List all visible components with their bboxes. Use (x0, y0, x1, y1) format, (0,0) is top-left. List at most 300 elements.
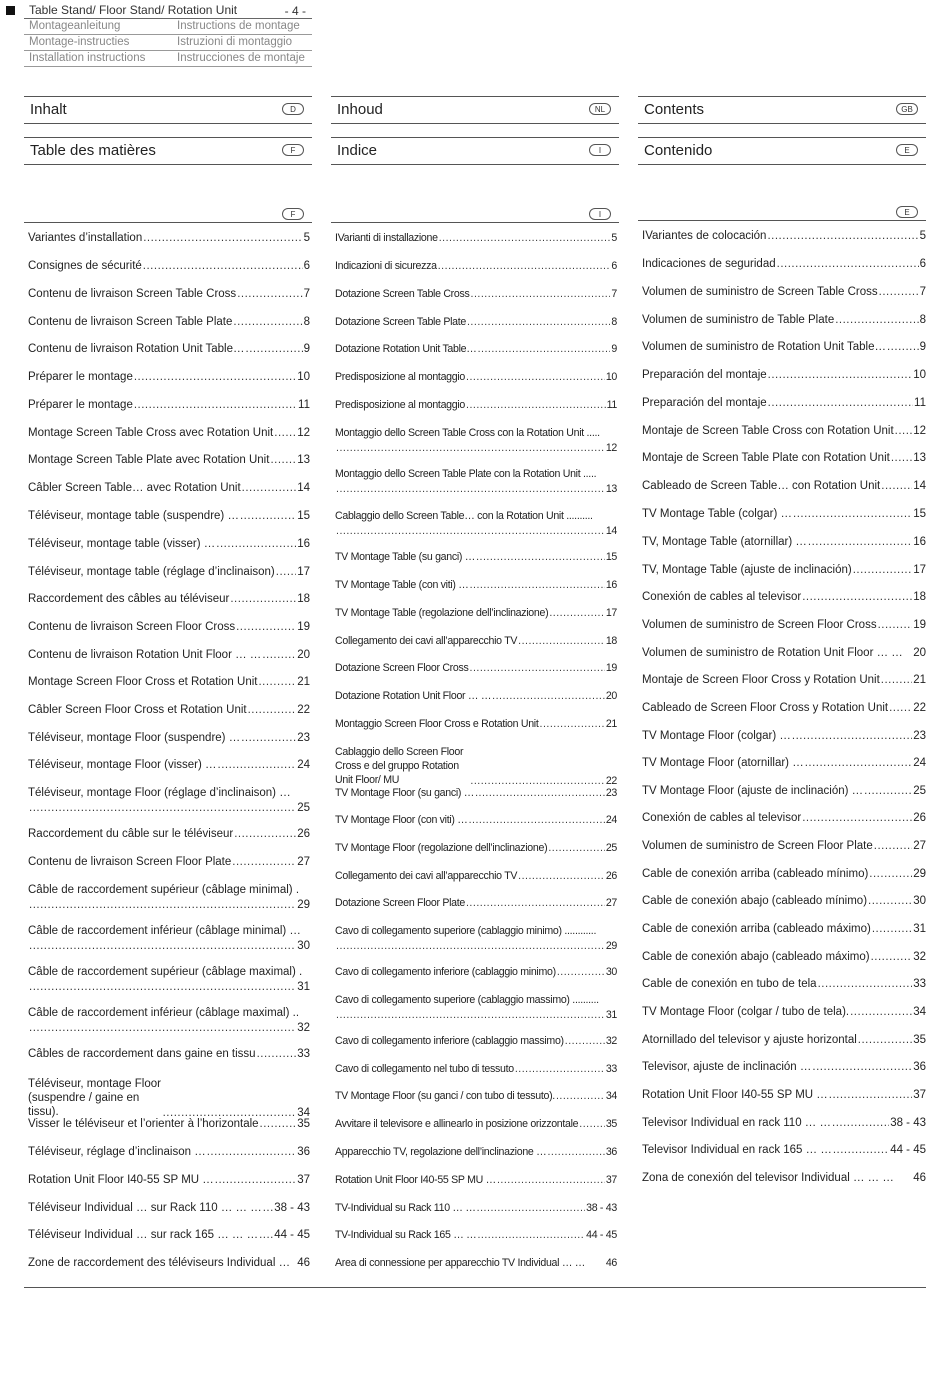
toc-entry[interactable] (642, 258, 926, 270)
toc-entry-page: 5 (919, 230, 926, 242)
toc-entry[interactable] (28, 482, 310, 494)
toc-entry-page: 31 (605, 1009, 617, 1021)
leader-dots (218, 759, 297, 771)
toc-entry-title: Montaggio Screen Floor Cross e Rotation Unit (335, 718, 539, 730)
toc-entry-title: Contenu de livraison Screen Floor Cross (28, 621, 236, 633)
toc-entry-page: 31 (297, 981, 310, 993)
toc-entry-page: 9 (303, 343, 310, 355)
toc-entry[interactable] (28, 1174, 310, 1186)
toc-entry-page: 31 (913, 923, 926, 935)
leader-dots (260, 1118, 297, 1130)
toc-entry-page: 14 (913, 480, 926, 492)
toc-entry-title: TV Montage Table (su ganci) … (335, 551, 476, 563)
toc-entry-title: TV Montage Table (regolazione dell’inclinazione) (335, 607, 549, 619)
header-row (24, 51, 312, 67)
column-head-fr (24, 208, 312, 223)
toc-entry-title: Téléviseur Individual … sur rack 165 … … … (28, 1229, 259, 1241)
toc-entry[interactable] (28, 316, 310, 328)
toc-entry[interactable] (335, 994, 617, 1021)
leader-dots (233, 316, 302, 328)
toc-entry[interactable] (28, 1048, 310, 1060)
toc-entry[interactable] (28, 925, 310, 952)
leader-dots (248, 704, 297, 716)
toc-entry[interactable] (642, 868, 926, 880)
toc-entry[interactable] (28, 676, 310, 688)
leader-dots (466, 897, 605, 909)
toc-entry[interactable] (28, 966, 310, 993)
language-code-badge: GB (896, 103, 918, 115)
toc-entry-page: 37 (297, 1174, 310, 1186)
toc-entry-page: 35 (913, 1034, 926, 1046)
toc-entry-title: Dotazione Rotation Unit Table… (335, 343, 477, 355)
toc-entry[interactable] (335, 316, 617, 328)
leader-dots (853, 564, 913, 576)
toc-entry[interactable] (335, 897, 617, 909)
toc-entry-title: Montaje de Screen Table Cross con Rotation Unit (642, 425, 894, 437)
toc-entry[interactable] (642, 564, 926, 576)
leader-dots (829, 1089, 912, 1101)
toc-entry-page: 7 (303, 288, 310, 300)
toc-entry[interactable] (335, 1229, 617, 1241)
toc-entry-title: Zone de raccordement des téléviseurs Individual … (28, 1257, 291, 1269)
toc-entry[interactable] (642, 1089, 926, 1101)
leader-dots (792, 730, 912, 742)
toc-entry[interactable] (335, 787, 617, 799)
leader-dots (230, 593, 296, 605)
toc-entry-page: 27 (605, 897, 617, 909)
toc-entry-title: IVarianti di installazione (335, 232, 438, 244)
toc-entry-page: 6 (303, 260, 310, 272)
toc-entry-title: TV Montage Floor (ajuste de inclinación) … (642, 785, 864, 797)
toc-entry[interactable] (28, 593, 310, 605)
toc-entry[interactable] (335, 1090, 617, 1102)
toc-entry-title: Predisposizione al montaggio (335, 371, 465, 383)
toc-heading-label: Table des matières (30, 142, 156, 159)
toc-entry-title: Préparer le montage (28, 399, 133, 411)
toc-entry-page: 14 (297, 482, 310, 494)
toc-entry-title: TV-Individual su Rack 110 … … (335, 1202, 476, 1214)
toc-entry-title: Cable de conexión abajo (cableado mínimo) (642, 895, 868, 907)
toc-entry[interactable] (335, 1118, 617, 1130)
toc-entry-title: Câbler Screen Table… avec Rotation Unit (28, 482, 241, 494)
leader-dots (207, 1146, 296, 1158)
toc-heading-label: Inhalt (30, 101, 67, 118)
toc-entry[interactable] (642, 480, 926, 492)
toc-entry-title: Montage Screen Table Cross avec Rotation Unit (28, 427, 274, 439)
leader-dots (477, 1202, 585, 1214)
leader-dots (475, 787, 605, 799)
leader-dots (808, 536, 912, 548)
toc-entry[interactable] (335, 1257, 617, 1269)
toc-entry-title: Predisposizione al montaggio (335, 399, 465, 411)
toc-entry[interactable] (335, 468, 617, 495)
toc-entry[interactable] (335, 690, 617, 702)
toc-entry-title: TV Montage Floor (con viti) … (335, 814, 468, 826)
toc-entry[interactable] (642, 508, 926, 520)
language-code-badge: E (896, 144, 918, 156)
leader-dots (871, 951, 913, 963)
toc-entry[interactable] (642, 757, 926, 769)
toc-entry-page: 8 (303, 316, 310, 328)
toc-entry-title: Câble de raccordement supérieur (câblage minimal) . (28, 884, 300, 896)
toc-entry-title: TV-Individual su Rack 165 … … (335, 1229, 477, 1241)
toc-entry-page: 32 (605, 1035, 617, 1047)
toc-entry[interactable] (28, 787, 310, 814)
leader-dots (881, 674, 912, 686)
toc-entry-title: Dotazione Screen Floor Cross (335, 662, 469, 674)
toc-entry-title: Contenu de livraison Rotation Unit Table… (28, 343, 245, 355)
toc-entry[interactable] (642, 1172, 926, 1184)
leader-dots (470, 662, 605, 674)
leader-dots (556, 1090, 605, 1102)
toc-entry[interactable] (642, 397, 926, 409)
toc-entry-title: Indicaciones de seguridad (642, 258, 776, 270)
toc-entry[interactable] (642, 341, 926, 353)
toc-entry-title: TV Montage Floor (atornillar) … (642, 757, 804, 769)
header-label: Instrucciones de montaje (177, 52, 305, 64)
leader-dots (336, 442, 605, 454)
toc-entry[interactable] (642, 812, 926, 824)
toc-entry-title: IVariantes de colocación (642, 230, 767, 242)
leader-dots (889, 702, 912, 714)
toc-entry[interactable] (28, 704, 310, 716)
toc-entry[interactable] (28, 828, 310, 840)
toc-entry-page: 25 (913, 785, 926, 797)
toc-entry[interactable] (28, 1007, 310, 1034)
toc-entry-title: Cable de conexión en tubo de tela (642, 978, 817, 990)
toc-entry[interactable] (28, 1229, 310, 1241)
toc-entry-title: Téléviseur, montage table (réglage d’inclinaison) (28, 566, 275, 578)
leader-dots (477, 1229, 585, 1241)
leader-dots (439, 232, 611, 244)
leader-dots (864, 785, 912, 797)
toc-entry-title: Raccordement du câble sur le téléviseur (28, 828, 234, 840)
toc-heading-fr (24, 137, 312, 165)
toc-entry[interactable] (642, 951, 926, 963)
toc-entry-page: 22 (913, 702, 926, 714)
leader-dots (518, 635, 605, 647)
toc-entry-title: TV Montage Floor (su ganci / con tubo di tessuto). (335, 1090, 555, 1102)
toc-entry-title: Montaggio dello Screen Table Cross con la Rotation Unit ..... (335, 427, 600, 439)
toc-entry[interactable] (28, 343, 310, 355)
toc-entry-title: Câble de raccordement inférieur (câblage maximal) .. (28, 1007, 300, 1019)
toc-entry-page: 10 (297, 371, 310, 383)
header-title-row (24, 0, 312, 19)
toc-entry-page: 32 (913, 951, 926, 963)
leader-dots (768, 397, 913, 409)
language-code-badge: E (896, 206, 918, 218)
toc-entry[interactable] (642, 452, 926, 464)
header-label: Istruzioni di montaggio (177, 36, 293, 48)
leader-dots (29, 940, 296, 952)
toc-entry[interactable] (642, 978, 926, 990)
toc-entry-title: TV Montage Table (colgar) … (642, 508, 792, 520)
toc-entry-page: 13 (297, 454, 310, 466)
toc-entry[interactable] (28, 1257, 310, 1269)
toc-entry[interactable] (642, 286, 926, 298)
toc-entry-title: Téléviseur, montage Floor (suspendre) … (28, 732, 241, 744)
leader-dots (234, 828, 296, 840)
toc-entry[interactable] (28, 232, 310, 244)
toc-entry[interactable] (642, 895, 926, 907)
toc-entry[interactable] (642, 923, 926, 935)
toc-entry-page: 33 (297, 1048, 310, 1060)
toc-entry-page: 11 (606, 399, 617, 411)
toc-entry[interactable] (335, 662, 617, 674)
toc-entry-title: Dotazione Screen Table Cross (335, 288, 470, 300)
toc-entry[interactable] (28, 288, 310, 300)
toc-entry-page: 46 (297, 1257, 310, 1269)
toc-heading-label: Contents (644, 101, 705, 118)
toc-entry-title: Téléviseur Individual … sur Rack 110 … … … (28, 1202, 262, 1214)
toc-entry-title: Câble de raccordement inférieur (câblage minimal) … (28, 925, 301, 937)
toc-entry-title: Téléviseur, montage table (visser) … (28, 538, 216, 550)
toc-entry-page: 24 (605, 814, 617, 826)
toc-entry[interactable] (335, 343, 617, 355)
toc-entry[interactable] (335, 510, 617, 537)
leader-dots (872, 923, 912, 935)
toc-entry[interactable] (28, 371, 310, 383)
toc-entry[interactable] (335, 427, 617, 454)
toc-entry-title: Contenu de livraison Screen Table Plate (28, 316, 233, 328)
toc-entry-page: 37 (605, 1174, 617, 1186)
language-code-badge: D (282, 103, 304, 115)
toc-entry[interactable] (642, 1144, 926, 1156)
toc-entry[interactable] (28, 1202, 310, 1214)
leader-dots (232, 856, 296, 868)
toc-entry-title: Cavo di collegamento inferiore (cablaggio minimo) (335, 966, 556, 978)
header-row (24, 35, 312, 51)
toc-entry[interactable] (642, 702, 926, 714)
leader-dots (476, 551, 605, 563)
toc-entry[interactable] (335, 1035, 617, 1047)
toc-entry-title: Téléviseur, montage Floor (visser) … (28, 759, 217, 771)
toc-entry[interactable] (642, 1061, 926, 1073)
leader-dots (257, 1048, 297, 1060)
toc-entry[interactable] (642, 674, 926, 686)
toc-entry-title: Cavo di collegamento superiore (cablaggio minimo) ............ (335, 925, 597, 937)
toc-entry-page: 46 (605, 1257, 617, 1269)
toc-entry[interactable] (642, 591, 926, 603)
toc-entry[interactable] (28, 884, 310, 911)
toc-entry[interactable] (335, 966, 617, 978)
page-number: - 4 - (284, 4, 306, 18)
toc-entry[interactable] (28, 1077, 310, 1119)
toc-entry-title: TV Montage Floor (regolazione dell’inclinazione) (335, 842, 548, 854)
header-label: Montage-instructies (29, 36, 130, 48)
column-head-es (638, 206, 926, 221)
toc-entry-title: Volumen de suministro de Rotation Unit Table… (642, 341, 886, 353)
toc-entry-page: 34 (297, 1107, 311, 1119)
toc-entry-title: Cablaggio dello Screen Floor Cross e del gruppo Rotation Unit Floor/ MU (335, 746, 464, 786)
toc-entry-page: 21 (913, 674, 926, 686)
toc-entry-page: 12 (605, 442, 617, 454)
toc-entry-title: Apparecchio TV, regolazione dell’inclinazione … (335, 1146, 547, 1158)
toc-entry[interactable] (28, 399, 310, 411)
toc-entry-page: 23 (605, 787, 617, 799)
leader-dots (850, 1006, 912, 1018)
toc-entry[interactable] (335, 399, 617, 411)
toc-heading-nl (331, 96, 619, 124)
toc-entry-page: 38 - 43 (586, 1202, 617, 1214)
toc-entry[interactable] (28, 427, 310, 439)
toc-entry-title: TV Montage Floor (colgar) … (642, 730, 791, 742)
toc-entry-page: 9 (919, 341, 926, 353)
toc-entry[interactable] (335, 745, 617, 787)
toc-entry[interactable] (28, 759, 310, 771)
header-title: Table Stand/ Floor Stand/ Rotation Unit (29, 3, 238, 17)
toc-entry-title: Collegamento dei cavi all’apparecchio TV (335, 870, 518, 882)
toc-entry-title: Avvitare il televisore e allinearlo in posizione orizzontale (335, 1118, 579, 1130)
toc-entry[interactable] (642, 425, 926, 437)
toc-entry-title: Cablaggio dello Screen Table… con la Rotation Unit .......... (335, 510, 593, 522)
toc-entry[interactable] (28, 621, 310, 633)
language-code-badge: F (282, 208, 304, 220)
toc-entry[interactable] (28, 1118, 310, 1130)
toc-heading-gb (638, 96, 926, 124)
toc-entry[interactable] (335, 1063, 617, 1075)
toc-entry-title: Contenu de livraison Screen Floor Plate (28, 856, 232, 868)
toc-entry[interactable] (642, 840, 926, 852)
toc-entry-page: 17 (913, 564, 926, 576)
toc-entry[interactable] (28, 454, 310, 466)
toc-entry[interactable] (28, 260, 310, 272)
toc-entry-page: 20 (913, 647, 926, 659)
toc-entry[interactable] (335, 232, 617, 244)
leader-dots (241, 732, 296, 744)
toc-entry-title: Rotation Unit Floor I40-55 SP MU … (28, 1174, 214, 1186)
leader-dots (548, 842, 605, 854)
toc-entry-title: Televisor, ajuste de inclinación … (642, 1061, 812, 1073)
toc-entry[interactable] (642, 1117, 926, 1129)
toc-heading-label: Contenido (644, 142, 713, 159)
toc-entry-page: 25 (297, 802, 310, 814)
toc-entry[interactable] (335, 1174, 617, 1186)
leader-dots (274, 427, 296, 439)
leader-dots (29, 899, 296, 911)
toc-entry-page: 33 (913, 978, 926, 990)
toc-entry[interactable] (642, 785, 926, 797)
leader-dots (258, 676, 296, 688)
leader-dots (887, 341, 919, 353)
toc-entry[interactable] (335, 635, 617, 647)
leader-dots (466, 399, 606, 411)
toc-entry-page: 24 (297, 759, 310, 771)
toc-entry[interactable] (335, 607, 617, 619)
toc-entry[interactable] (28, 1146, 310, 1158)
toc-entry-title: Câbler Screen Floor Cross et Rotation Unit (28, 704, 247, 716)
toc-entry-page: 22 (297, 704, 310, 716)
leader-dots (143, 260, 303, 272)
toc-entry[interactable] (642, 1034, 926, 1046)
toc-entry[interactable] (28, 649, 310, 661)
toc-entry-page: 5 (303, 232, 310, 244)
leader-dots (802, 812, 912, 824)
language-code-badge: F (282, 144, 304, 156)
toc-entry-page: 6 (919, 258, 926, 270)
toc-entry-page: 16 (913, 536, 926, 548)
toc-entry[interactable] (642, 647, 926, 659)
toc-entry-page: 26 (605, 870, 617, 882)
toc-entry-page: 10 (605, 371, 617, 383)
toc-entry-page: 21 (605, 718, 617, 730)
leader-dots (240, 510, 296, 522)
toc-entry-title: Montaje de Screen Floor Cross y Rotation Unit (642, 674, 880, 686)
toc-entry[interactable] (642, 536, 926, 548)
toc-entry-page: 11 (298, 399, 310, 411)
toc-entry[interactable] (335, 288, 617, 300)
leader-dots (858, 1034, 912, 1046)
toc-entry-title: Montaggio dello Screen Table Plate con la Rotation Unit ..... (335, 468, 597, 480)
leader-dots (777, 258, 919, 270)
toc-entry[interactable] (28, 538, 310, 550)
toc-entry-page: 18 (297, 593, 310, 605)
toc-entry[interactable] (642, 230, 926, 242)
toc-entry[interactable] (335, 814, 617, 826)
toc-entry[interactable] (335, 551, 617, 563)
toc-entry[interactable] (335, 925, 617, 952)
toc-entry[interactable] (28, 566, 310, 578)
toc-heading-de (24, 96, 312, 124)
leader-dots (565, 1035, 605, 1047)
toc-entry[interactable] (642, 369, 926, 381)
toc-entry-title: Volumen de suministro de Screen Floor Cross (642, 619, 877, 631)
toc-entry-page: 46 (913, 1172, 926, 1184)
toc-entry-title: Câbles de raccordement dans gaine en tissu (28, 1048, 256, 1060)
header-label: Instructions de montage (177, 20, 300, 32)
toc-entry[interactable] (28, 856, 310, 868)
leader-dots (891, 452, 912, 464)
toc-entry[interactable] (335, 1202, 617, 1214)
corner-bullet-icon (6, 6, 15, 15)
toc-entry-page: 6 (611, 260, 617, 272)
toc-entry-page: 35 (605, 1118, 617, 1130)
leader-dots (29, 802, 296, 814)
leader-dots (242, 482, 297, 494)
leader-dots (874, 840, 912, 852)
toc-entry-title: Volumen de suministro de Table Plate (642, 314, 835, 326)
toc-entry-page: 44 - 45 (586, 1229, 617, 1241)
toc-entry-title: Cableado de Screen Table… con Rotation Unit (642, 480, 881, 492)
toc-entry-page: 29 (297, 899, 310, 911)
toc-entry-title: Cable de conexión abajo (cableado máximo) (642, 951, 870, 963)
toc-entry[interactable] (642, 619, 926, 631)
toc-entry[interactable] (642, 730, 926, 742)
toc-entry-page: 26 (297, 828, 310, 840)
language-code-badge: I (589, 208, 611, 220)
toc-entry[interactable] (335, 371, 617, 383)
toc-entry[interactable] (28, 510, 310, 522)
toc-entry[interactable] (335, 842, 617, 854)
toc-entry-page: 36 (913, 1061, 926, 1073)
toc-entry[interactable] (642, 314, 926, 326)
toc-entry-title: Conexión de cables al televisor (642, 591, 802, 603)
document-header (24, 0, 312, 67)
toc-entry[interactable] (335, 260, 617, 272)
toc-entry-page: 26 (913, 812, 926, 824)
toc-entry[interactable] (335, 579, 617, 591)
toc-entry[interactable] (642, 1006, 926, 1018)
language-code-badge: I (589, 144, 611, 156)
toc-entry-page: 33 (605, 1063, 617, 1075)
toc-heading-label: Indice (337, 142, 378, 159)
toc-entry[interactable] (335, 1146, 617, 1158)
toc-entry[interactable] (335, 718, 617, 730)
leader-dots (470, 579, 605, 591)
toc-entry[interactable] (28, 732, 310, 744)
leader-dots (768, 369, 913, 381)
toc-entry[interactable] (335, 870, 617, 882)
